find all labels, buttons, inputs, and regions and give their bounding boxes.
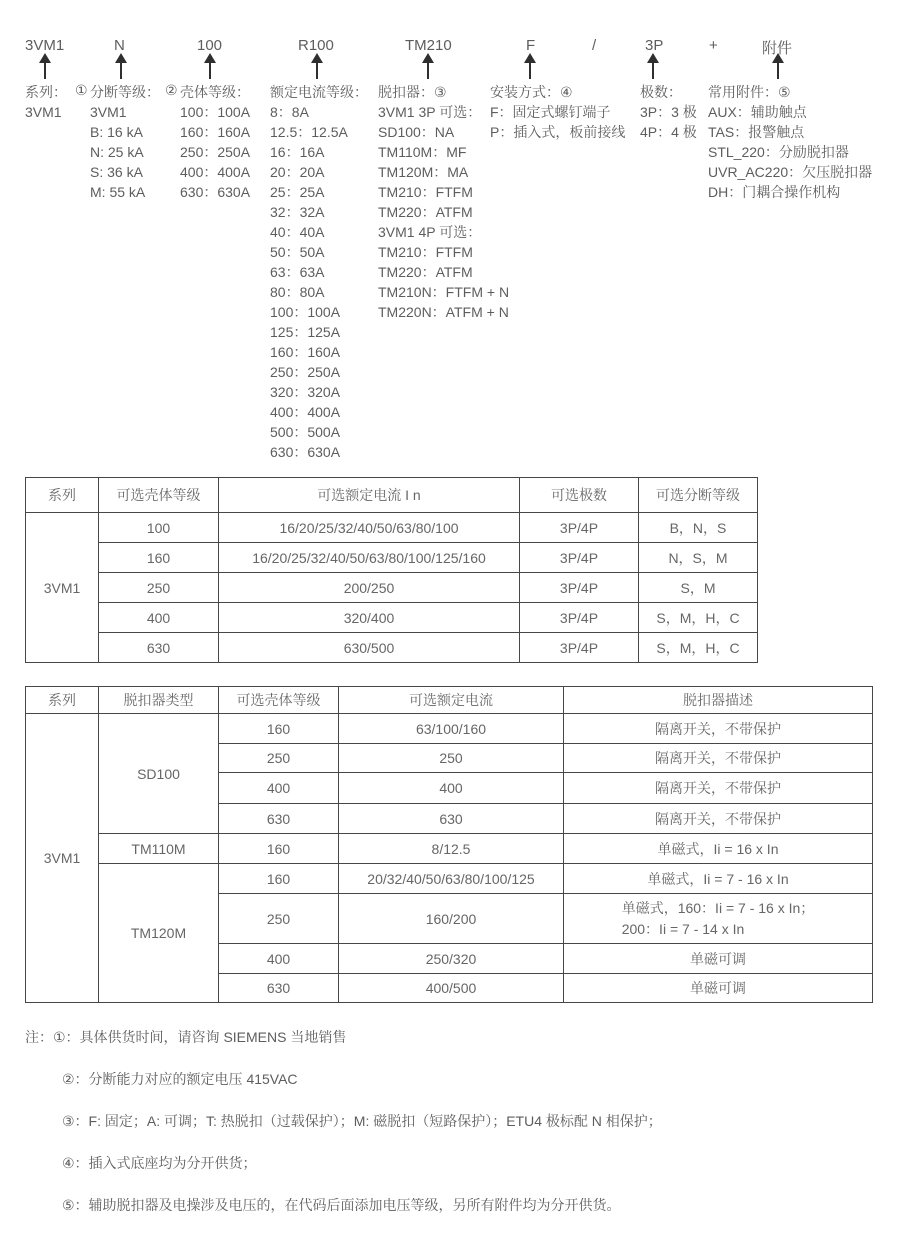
circled-1-marker: ① (75, 82, 88, 98)
header-cell-trip-type: 脱扣器类型 (99, 687, 219, 714)
note-text: ①：具体供货时间，请咨询 SIEMENS 当地销售 (53, 1029, 347, 1045)
order-code-part-current: R100 (298, 37, 334, 54)
cell-trip-desc: 单磁式，Ii = 16 x In (564, 834, 873, 864)
legend-header-accessories: 常用附件：⑤ (708, 84, 791, 100)
legend-line: 160：160A (270, 344, 341, 360)
note-line (62, 1069, 662, 1089)
legend-line: 250：250A (180, 144, 251, 160)
cell-current: 16/20/25/32/40/50/63/80/100 (219, 513, 520, 543)
cell-frame: 400 (99, 603, 219, 633)
note-line (62, 1195, 662, 1215)
cell-breaking: N，S，M (639, 543, 758, 573)
legend-line: UVR_AC220：欠压脱扣器 (708, 164, 873, 180)
note-line (62, 1153, 662, 1173)
cell-frame: 160 (219, 834, 339, 864)
cell-current: 200/250 (219, 573, 520, 603)
legend-line: 320：320A (270, 384, 341, 400)
legend-line: 400：400A (180, 164, 251, 180)
table-header-row (26, 687, 873, 714)
table-row (26, 864, 873, 894)
legend-line: 80：80A (270, 284, 325, 300)
order-code-part-series: 3VM1 (25, 37, 65, 54)
notes-section (25, 1027, 662, 1237)
arrow-up-icon (115, 53, 127, 79)
legend-column-current (270, 102, 348, 462)
legend-line: P：插入式，板前接线 (490, 124, 626, 140)
circled-2-marker: ② (165, 82, 178, 98)
note-text: ④：插入式底座均为分开供货； (62, 1155, 257, 1171)
cell-frame: 160 (219, 714, 339, 744)
trip-desc-line: 200：Ii = 7 - 14 x In (621, 920, 745, 937)
legend-line: TAS：报警触点 (708, 124, 805, 140)
arrow-up-icon (204, 53, 216, 79)
cell-current: 400/500 (339, 974, 564, 1003)
table-row (26, 603, 758, 633)
table-row (26, 573, 758, 603)
legend-line: M: 55 kA (90, 184, 146, 200)
cell-poles: 3P/4P (520, 573, 639, 603)
cell-current: 320/400 (219, 603, 520, 633)
table-row (26, 714, 873, 744)
cell-breaking: S，M (639, 573, 758, 603)
legend-line: DH：门耦合操作机构 (708, 184, 841, 200)
cell-poles: 3P/4P (520, 633, 639, 663)
trip-unit-selection-table (25, 686, 873, 1003)
legend-line: 50：50A (270, 244, 325, 260)
header-cell-trip-desc: 脱扣器描述 (564, 687, 873, 714)
header-cell-poles: 可选极数 (520, 478, 639, 513)
legend-line: 20：20A (270, 164, 325, 180)
cell-trip-desc: 单磁可调 (564, 974, 873, 1003)
legend-header-frame: 壳体等级： (180, 84, 250, 100)
legend-line: TM210：FTFM (378, 184, 473, 200)
arrow-up-icon (311, 53, 323, 79)
cell-current: 16/20/25/32/40/50/63/80/100/125/160 (219, 543, 520, 573)
legend-header-mounting: 安装方式：④ (490, 84, 573, 100)
note-line (25, 1027, 662, 1047)
arrow-up-icon (422, 53, 434, 79)
legend-line: 100：100A (270, 304, 341, 320)
legend-line: 3VM1 (90, 104, 127, 120)
cell-current: 8/12.5 (339, 834, 564, 864)
header-cell-series: 系列 (26, 478, 99, 513)
note-text: ③：F: 固定；A: 可调；T: 热脱扣（过载保护）；M: 磁脱扣（短路保护）；ETU4 极标配 N 相保护； (62, 1113, 662, 1129)
cell-trip-desc: 隔离开关，不带保护 (564, 744, 873, 773)
cell-trip-desc: 隔离开关，不带保护 (564, 773, 873, 804)
cell-breaking: S，M，H，C (639, 633, 758, 663)
legend-line: 3VM1 3P 可选： (378, 104, 482, 120)
cell-frame: 250 (99, 573, 219, 603)
legend-column-frame (180, 102, 250, 202)
legend-line: S: 36 kA (90, 164, 143, 180)
order-code-part-breaking: N (114, 37, 125, 54)
legend-line: TM120M：MA (378, 164, 469, 180)
cell-current: 250 (339, 744, 564, 773)
legend-line: 500：500A (270, 424, 341, 440)
legend-line: TM220：ATFM (378, 204, 473, 220)
cell-trip-type: TM120M (99, 864, 219, 1003)
legend-column-poles (640, 102, 697, 142)
legend-line: 8：8A (270, 104, 309, 120)
legend-line: TM210：FTFM (378, 244, 473, 260)
cell-trip-desc: 隔离开关，不带保护 (564, 714, 873, 744)
cell-trip-desc: 单磁可调 (564, 944, 873, 974)
cell-poles: 3P/4P (520, 543, 639, 573)
order-code-part-poles: 3P (645, 37, 664, 54)
header-cell-series: 系列 (26, 687, 99, 714)
legend-line: F：固定式螺钉端子 (490, 104, 611, 120)
header-cell-current: 可选额定电流 (339, 687, 564, 714)
frame-selection-table (25, 477, 758, 663)
cell-trip-desc (564, 894, 873, 944)
legend-line: 125：125A (270, 324, 341, 340)
cell-current: 160/200 (339, 894, 564, 944)
legend-line: SD100：NA (378, 124, 455, 140)
cell-current: 63/100/160 (339, 714, 564, 744)
table-row (26, 513, 758, 543)
arrow-up-icon (772, 53, 784, 79)
cell-frame: 250 (219, 894, 339, 944)
table-row (26, 543, 758, 573)
legend-line: 32：32A (270, 204, 325, 220)
legend-line: 4P：4 极 (640, 124, 697, 140)
header-cell-frame: 可选壳体等级 (219, 687, 339, 714)
cell-frame: 400 (219, 944, 339, 974)
table-row (26, 633, 758, 663)
legend-line: 40：40A (270, 224, 325, 240)
header-cell-current: 可选额定电流 I n (219, 478, 520, 513)
header-cell-frame: 可选壳体等级 (99, 478, 219, 513)
cell-poles: 3P/4P (520, 513, 639, 543)
legend-column-mounting (490, 102, 625, 142)
cell-frame: 160 (99, 543, 219, 573)
legend-header-poles: 极数： (640, 84, 682, 100)
legend-line: 100：100A (180, 104, 251, 120)
cell-trip-type: SD100 (99, 714, 219, 834)
cell-trip-desc: 单磁式，Ii = 7 - 16 x In (564, 864, 873, 894)
arrow-up-icon (647, 53, 659, 79)
note-text: ②：分断能力对应的额定电压 415VAC (62, 1071, 298, 1087)
table-row (26, 834, 873, 864)
order-code-part-frame: 100 (197, 37, 223, 54)
cell-frame: 250 (219, 744, 339, 773)
cell-frame: 630 (219, 804, 339, 834)
legend-line: 630：630A (180, 184, 251, 200)
order-code-separator-slash: / (592, 37, 597, 54)
legend-line: AUX：辅助触点 (708, 104, 807, 120)
order-code-part-accessory: 附件 (762, 40, 793, 57)
notes-prefix: 注： (25, 1029, 53, 1045)
legend-line: B: 16 kA (90, 124, 143, 140)
legend-line: 250：250A (270, 364, 341, 380)
legend-line: 16：16A (270, 144, 325, 160)
header-cell-breaking: 可选分断等级 (639, 478, 758, 513)
cell-frame: 160 (219, 864, 339, 894)
cell-current: 630 (339, 804, 564, 834)
arrow-up-icon (524, 53, 536, 79)
legend-line: 3P：3 极 (640, 104, 697, 120)
trip-desc-block (622, 898, 815, 940)
legend-line: 12.5：12.5A (270, 124, 348, 140)
cell-poles: 3P/4P (520, 603, 639, 633)
legend-header-current: 额定电流等级： (270, 84, 368, 100)
legend-line: 160：160A (180, 124, 251, 140)
table-header-row (26, 478, 758, 513)
cell-current: 630/500 (219, 633, 520, 663)
legend-column-breaking (90, 102, 145, 202)
cell-frame: 100 (99, 513, 219, 543)
note-line (62, 1111, 662, 1131)
legend-header-series: 系列： (25, 84, 67, 100)
legend-line: 3VM1 (25, 104, 62, 120)
legend-line: 63：63A (270, 264, 325, 280)
order-code-part-mounting: F (526, 37, 536, 54)
cell-breaking: B，N，S (639, 513, 758, 543)
arrow-up-icon (39, 53, 51, 79)
cell-frame: 400 (219, 773, 339, 804)
cell-trip-type: TM110M (99, 834, 219, 864)
legend-header-tripunit: 脱扣器：③ (378, 84, 447, 100)
order-code-part-tripunit: TM210 (405, 37, 452, 54)
cell-current: 20/32/40/50/63/80/100/125 (339, 864, 564, 894)
legend-column-series (25, 102, 62, 122)
legend-line: TM110M：MF (378, 144, 467, 160)
cell-series: 3VM1 (26, 714, 99, 1003)
cell-breaking: S，M，H，C (639, 603, 758, 633)
cell-series: 3VM1 (26, 513, 99, 663)
cell-current: 250/320 (339, 944, 564, 974)
cell-current: 400 (339, 773, 564, 804)
cell-frame: 630 (219, 974, 339, 1003)
legend-line: 25：25A (270, 184, 325, 200)
note-text: ⑤：辅助脱扣器及电操涉及电压的，在代码后面添加电压等级，另所有附件均为分开供货。 (62, 1197, 621, 1213)
legend-column-accessories (708, 102, 872, 202)
cell-frame: 630 (99, 633, 219, 663)
legend-line: 630：630A (270, 444, 341, 460)
cell-trip-desc: 隔离开关，不带保护 (564, 804, 873, 834)
trip-desc-line: 单磁式，160：Ii = 7 - 16 x In； (621, 899, 815, 916)
legend-line: N: 25 kA (90, 144, 144, 160)
legend-line: TM220：ATFM (378, 264, 473, 280)
legend-line: TM210N：FTFM + N (378, 284, 510, 300)
legend-line: TM220N：ATFM + N (378, 304, 509, 320)
legend-line: 3VM1 4P 可选： (378, 224, 482, 240)
legend-line: 400：400A (270, 404, 341, 420)
legend-line: STL_220：分励脱扣器 (708, 144, 849, 160)
legend-header-breaking: 分断等级： (90, 84, 160, 100)
order-code-separator-plus: + (709, 37, 718, 54)
